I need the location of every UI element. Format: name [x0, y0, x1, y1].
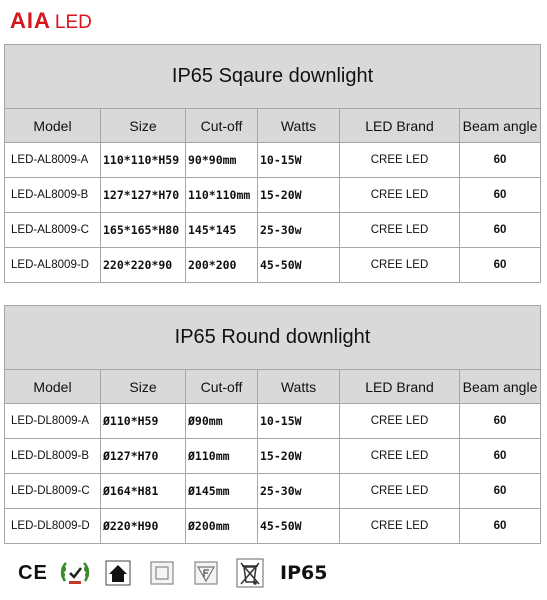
cell-cutoff: 200*200: [186, 248, 258, 283]
table-row: [5, 439, 541, 474]
col-watts: Watts: [258, 109, 340, 143]
square-downlight-table: [4, 44, 541, 283]
cell-watts: 10-15W: [258, 404, 340, 439]
cell-size: 110*110*H59: [101, 143, 186, 178]
col-beam-angle: Beam angle: [460, 109, 541, 143]
col-beam-angle: Beam angle: [460, 370, 541, 404]
cell-watts: 15-20W: [258, 439, 340, 474]
crossed-bin-icon: [234, 558, 266, 588]
cell-led-brand: CREE LED: [340, 509, 460, 544]
table-row: [5, 509, 541, 544]
cell-size: 165*165*H80: [101, 213, 186, 248]
col-cutoff: Cut-off: [186, 109, 258, 143]
header-row: [5, 370, 541, 404]
cell-led-brand: CREE LED: [340, 213, 460, 248]
cell-model: LED-DL8009-B: [5, 439, 101, 474]
table-row: [5, 404, 541, 439]
col-watts: Watts: [258, 370, 340, 404]
table-row: [5, 474, 541, 509]
col-led-brand: LED Brand: [340, 370, 460, 404]
cell-cutoff: 90*90mm: [186, 143, 258, 178]
cell-beam-angle: 60: [460, 404, 541, 439]
col-cutoff: Cut-off: [186, 370, 258, 404]
col-model: Model: [5, 370, 101, 404]
cell-cutoff: 110*110mm: [186, 178, 258, 213]
cell-beam-angle: 60: [460, 178, 541, 213]
col-size: Size: [101, 109, 186, 143]
cell-model: LED-AL8009-B: [5, 178, 101, 213]
brand-suffix: LED: [54, 12, 92, 33]
cell-led-brand: CREE LED: [340, 178, 460, 213]
laurel-check-icon: [58, 558, 92, 588]
brand-name: AIA: [10, 8, 51, 33]
cell-model: LED-AL8009-C: [5, 213, 101, 248]
cell-beam-angle: 60: [460, 248, 541, 283]
cell-size: Ø220*H90: [101, 509, 186, 544]
cell-beam-angle: 60: [460, 213, 541, 248]
cell-led-brand: CREE LED: [340, 248, 460, 283]
cell-watts: 45-50W: [258, 509, 340, 544]
col-model: Model: [5, 109, 101, 143]
cell-beam-angle: 60: [460, 439, 541, 474]
cell-size: 127*127*H70: [101, 178, 186, 213]
col-size: Size: [101, 370, 186, 404]
cell-cutoff: Ø110mm: [186, 439, 258, 474]
cell-led-brand: CREE LED: [340, 474, 460, 509]
cell-watts: 25-30w: [258, 213, 340, 248]
cell-beam-angle: 60: [460, 509, 541, 544]
cell-size: Ø164*H81: [101, 474, 186, 509]
table-title: IP65 Sqaure downlight: [5, 45, 541, 109]
cell-watts: 45-50W: [258, 248, 340, 283]
f-mark-icon: [192, 558, 220, 588]
cell-model: LED-DL8009-A: [5, 404, 101, 439]
double-square-icon: [148, 558, 176, 588]
cell-cutoff: Ø200mm: [186, 509, 258, 544]
cell-size: 220*220*90: [101, 248, 186, 283]
house-icon: [104, 558, 132, 588]
round-downlight-table: [4, 305, 541, 544]
brand-logo: [10, 8, 92, 34]
cell-size: Ø127*H70: [101, 439, 186, 474]
cell-cutoff: Ø90mm: [186, 404, 258, 439]
cell-beam-angle: 60: [460, 143, 541, 178]
ip65-label: IP65: [280, 562, 328, 584]
cell-model: LED-DL8009-C: [5, 474, 101, 509]
col-led-brand: LED Brand: [340, 109, 460, 143]
cell-cutoff: 145*145: [186, 213, 258, 248]
cell-watts: 25-30w: [258, 474, 340, 509]
cell-model: LED-DL8009-D: [5, 509, 101, 544]
cell-led-brand: CREE LED: [340, 143, 460, 178]
cell-watts: 15-20W: [258, 178, 340, 213]
table-title: IP65 Round downlight: [5, 306, 541, 370]
cell-size: Ø110*H59: [101, 404, 186, 439]
cell-beam-angle: 60: [460, 474, 541, 509]
cell-cutoff: Ø145mm: [186, 474, 258, 509]
table-row: [5, 143, 541, 178]
cell-led-brand: CREE LED: [340, 439, 460, 474]
table-row: [5, 248, 541, 283]
ce-mark-icon: CE: [18, 561, 48, 584]
cell-watts: 10-15W: [258, 143, 340, 178]
cell-led-brand: CREE LED: [340, 404, 460, 439]
cell-model: LED-AL8009-A: [5, 143, 101, 178]
header-row: [5, 109, 541, 143]
cell-model: LED-AL8009-D: [5, 248, 101, 283]
table-row: [5, 213, 541, 248]
table-row: [5, 178, 541, 213]
